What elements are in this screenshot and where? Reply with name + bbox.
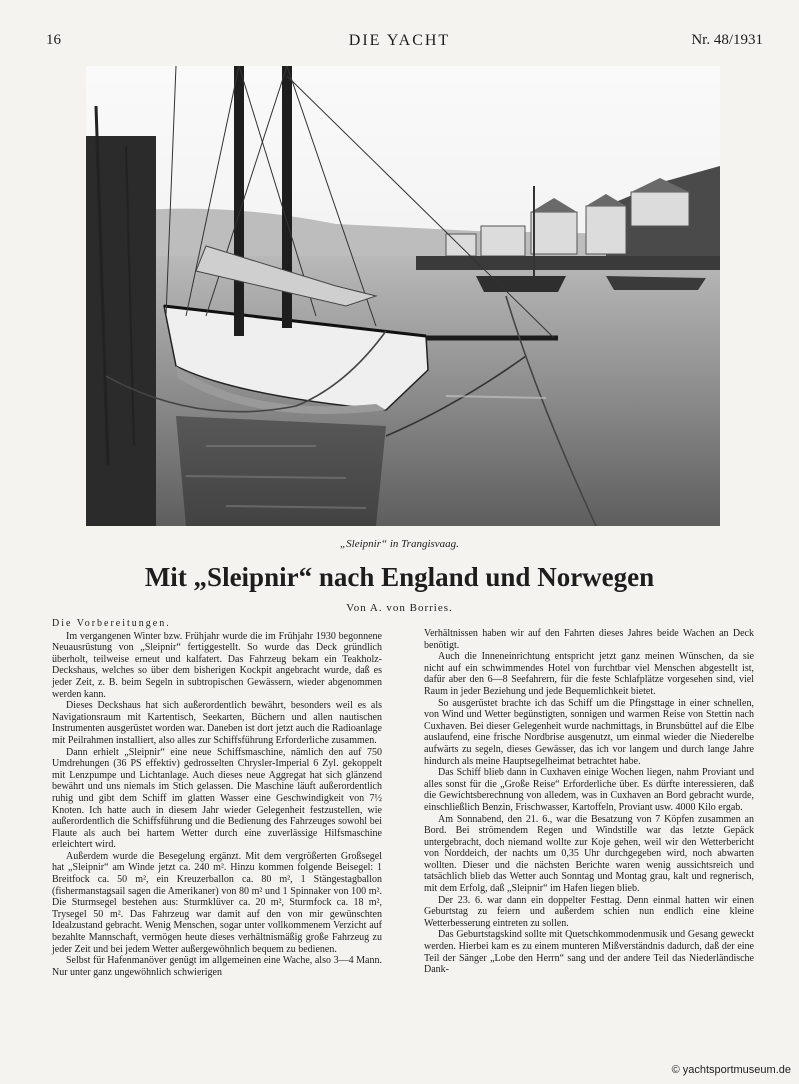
paragraph: Selbst für Hafenmanöver genügt im allgemeinen eine Wache, also 3—4 Mann. Nur unter ganz ungewöhnlich schwierigen (52, 955, 382, 978)
paragraph: Das Geburtstagskind sollte mit Quetschkommodenmusik und Gesang geweckt werden. Hierbei kam es zu einem munteren Mißverständnis dadurch, daß der eine Teil der Sänger „Lobe den Herrn“ sang und der andere Teil das Niederländische Dank- (424, 929, 754, 976)
article-title: Mit „Sleipnir“ nach England und Norwegen (144, 562, 655, 592)
paragraph: Das Schiff blieb dann in Cuxhaven einige Wochen liegen, nahm Proviant und alles sonst für die „Große Reise“ Erforderliche über. Es dürfte interessieren, daß die Gewichtsberechnung von alledem, was in Cuxhaven an Bord gebracht wurde, einschließlich Benzin, Frischwasser, Kartoffeln, Proviant usw. 4000 Kilo ergab. (424, 767, 754, 813)
paragraph: Dieses Deckshaus hat sich außerordentlich bewährt, besonders weil es als Navigationsraum mit Kartentisch, Seekarten, Büchern und allen nautischen Instrumenten ausgerüstet worden war. Daneben ist dort jetzt auch die Radioanlage mit Peilrahmen installiert, also alles zur Schiffsführung Erforderliche zusammen. (52, 700, 382, 746)
page-number: 16 (46, 32, 61, 48)
watermark: © yachtsportmuseum.de (671, 1064, 791, 1076)
issue-number: Nr. 48/1931 (691, 32, 763, 48)
article-author: Von A. von Borries. (346, 602, 453, 614)
section-heading: Die Vorbereitungen. (52, 618, 171, 629)
paragraph: Der 23. 6. war dann ein doppelter Festtag. Denn einmal hatten wir einen Geburtstag zu feiern und außerdem schien nun endlich eine kleine Wetterbesserung eintreten zu sollen. (424, 894, 754, 929)
magazine-title: DIE YACHT (348, 32, 451, 49)
paragraph: Im vergangenen Winter bzw. Frühjahr wurde die im Frühjahr 1930 begonnene Neuausrüstung von „Sleipnir“ fertiggestellt. So wurde das Deck gründlich überholt, teilweise erneut und kalfatert. Das Fahrzeug bekam ein Teakholz-Deckshaus, welches so über dem bisherigen Kockpit angebracht wurde, daß es jeder Zeit, z. B. beim Segeln in subtropischen Gewässern, wieder abgenommen werden kann. (52, 630, 382, 700)
column-left (52, 618, 382, 978)
paragraph: Dann erhielt „Sleipnir“ eine neue Schiffsmaschine, nämlich den auf 750 Umdrehungen (36 PS effektiv) gedrosselten Chrysler-Imperial 6 Zyl. gekoppelt mit Lenzpumpe und Lichtanlage. Auch dieses neue Aggregat hat sich glänzend bewährt und uns niemals im Stich gelassen. Die Maschine läuft außerordentlich ruhig und gibt dem Schiff im glatten Wasser eine Geschwindigkeit von 7½ Knoten. Ich hatte auch in diesem Jahr wieder Gelegenheit festzustellen, wie außerordentlich die Schiffsführung und die Bedienung des Fahrzeuges sowohl bei Flaute als auch bei hartem Wetter durch eine zuverlässige Hilfsmaschine erleichtert wird. (52, 746, 382, 851)
column-right (424, 628, 754, 976)
paragraph: So ausgerüstet brachte ich das Schiff um die Pfingsttage in einer schnellen, von Wind und Wetter begünstigten, sonnigen und warmen Reise von Stettin nach Cuxhaven. Bei dieser Gelegenheit wurde nachmittags, in Brunsbüttel auf die Elbe auslaufend, eine frische Nordbrise ausgenutzt, um einmal wieder die Niederelbe aufwärts zu segeln, dieses Gewässer, das ich vor langem und durch lange Jahre hindurch als meine Hauptsegelheimat betrachtet habe. (424, 697, 754, 767)
paragraph: Verhältnissen haben wir auf den Fahrten dieses Jahres beide Wachen an Deck benötigt. (424, 628, 754, 651)
paragraph: Am Sonnabend, den 21. 6., war die Besatzung von 7 Köpfen zusammen an Bord. Bei strömendem Regen und Windstille war das letzte Gepäck untergebracht, doch niemand wollte zur Koje gehen, weil wir den Wetterbericht von Norddeich, der nachts um 0,35 Uhr durchgegeben wird, noch abwarten wollten. Dieser und die nächsten Berichte waren wenig aussichtsreich und tatsächlich blieb das Wetter auch Sonntag und Montag grau, kalt und regnerisch, mit dem Erfolg, daß „Sleipnir“ im Hafen liegen blieb. (424, 813, 754, 895)
harbor-photo (86, 66, 720, 526)
sailboat-illustration (86, 66, 720, 526)
paragraph: Auch die Inneneinrichtung entspricht jetzt ganz meinen Wünschen, da sie nicht auf ein schwimmendes Hotel von furchtbar viel Menschen abgestellt ist, dafür aber den 6—8 Seefahrern, für die feste Schlafplätze vorgesehen sind, viel Raum in jeder Beziehung und jede Bequemlichkeit bietet. (424, 651, 754, 697)
paragraph: Außerdem wurde die Besegelung ergänzt. Mit dem vergrößerten Großsegel hat „Sleipnir“ am Winde jetzt ca. 240 m². Hinzu kommen folgende Beisegel: 1 Breitfock ca. 50 m², ein Kreuzerballon ca. 80 m², 1 Stängestagballon (fishermanstagsail sagen die Amerikaner) von 80 m² und 1 Spinnaker von 100 m². Die Sturmsegel bestehen aus: Sturmklüver ca. 20 m², Sturmfock ca. 18 m², Trysegel 50 m². Das Fahrzeug war damit auf den von mir gewünschten Idealzustand gebracht. Wenig Menschen, sogar unter vollkommenem Verzicht auf bezahlte Mannschaft, vermögen heute dieses verhältnismäßig große Fahrzeug zu jeder Zeit und bei jedem Wetter außergewöhnlich bequem zu bedienen. (52, 850, 382, 955)
photo-caption: „Sleipnir“ in Trangisvaag. (340, 538, 459, 550)
